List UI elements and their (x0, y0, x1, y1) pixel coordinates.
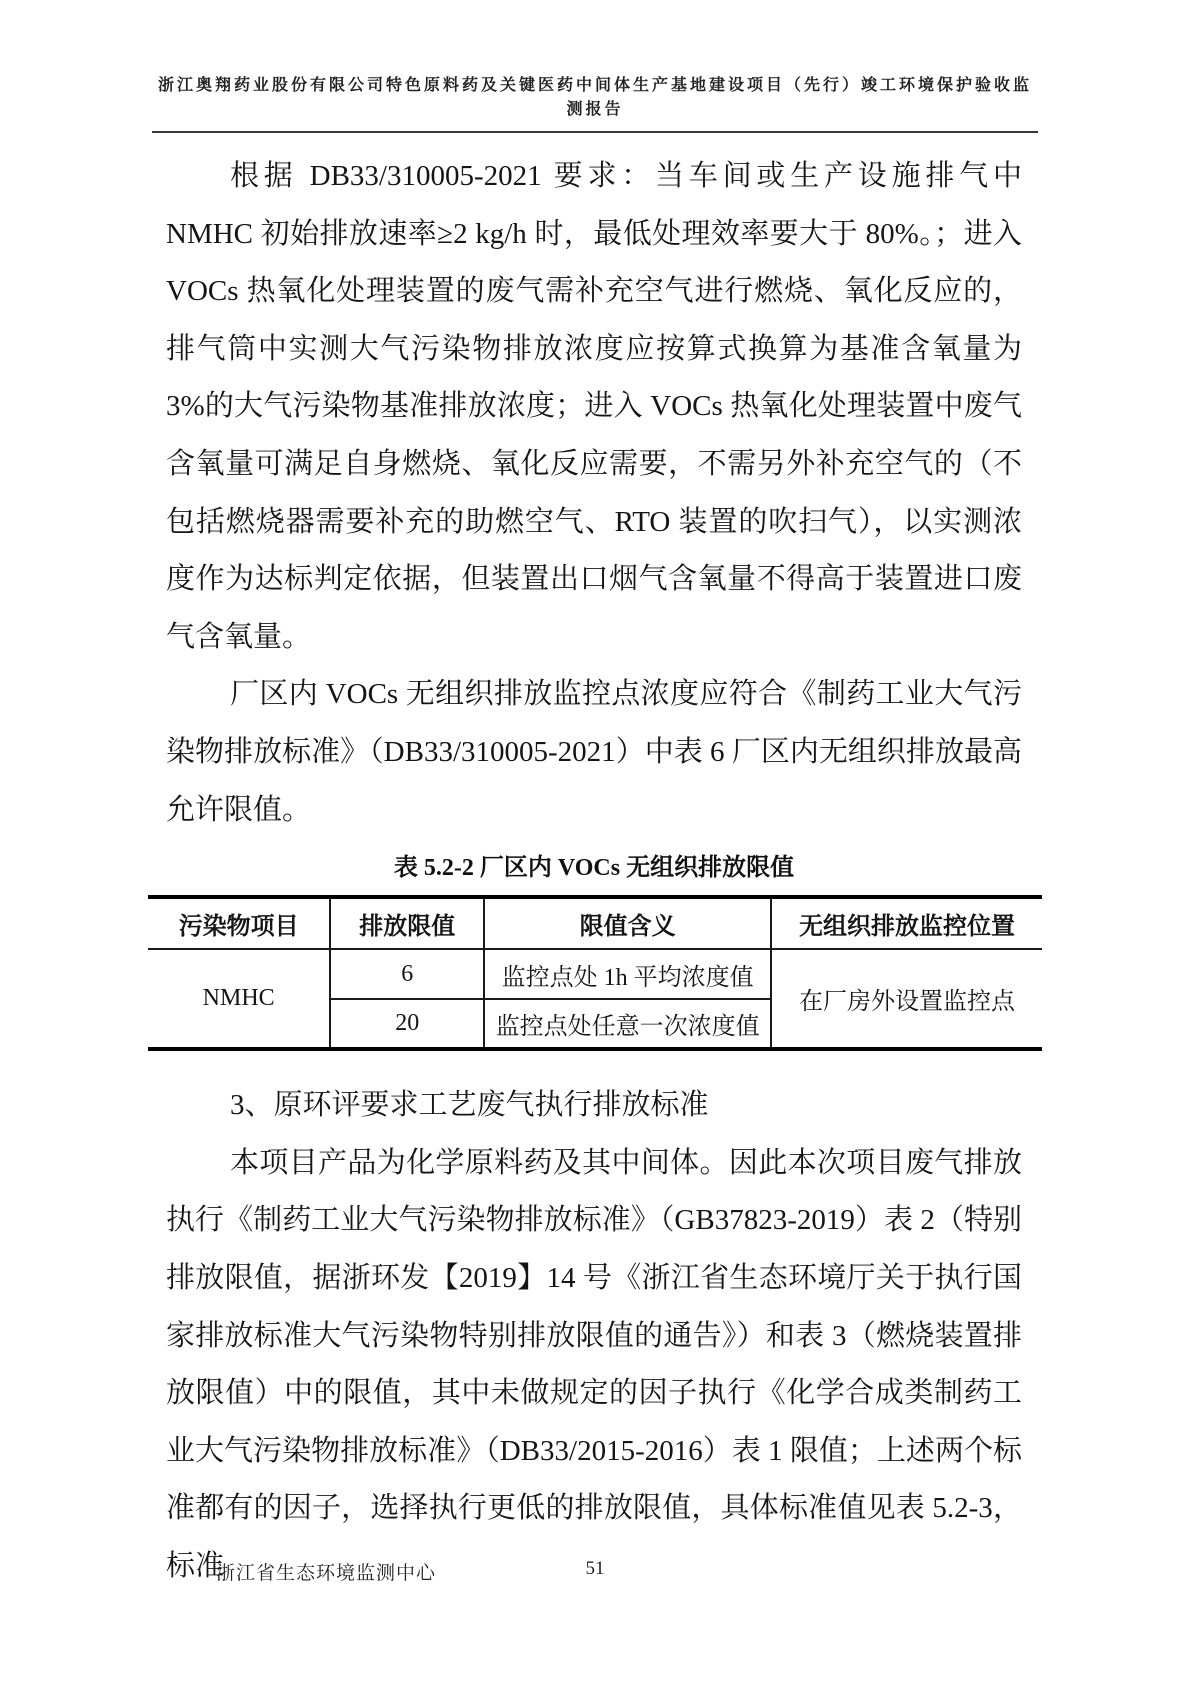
cell-meaning-once: 监控点处任意一次浓度值 (484, 999, 771, 1049)
table-header-row (148, 897, 1042, 949)
paragraph-fugitive-vocs: 厂区内 VOCs 无组织排放监控点浓度应符合《制药工业大气污染物排放标准》（DB33/310005-2021）中表 6 厂区内无组织排放最高允许限值。 (166, 678, 1022, 826)
footer-organization: 浙江省生态环境监测中心 (216, 1563, 437, 1584)
table-row (148, 949, 1042, 999)
report-header-title: 浙江奥翔药业股份有限公司特色原料药及关键医药中间体生产基地建设项目（先行）竣工环境保护验收监测报告 (152, 74, 1038, 133)
section-3-heading: 3、原环评要求工艺废气执行排放标准 (230, 1089, 709, 1122)
cell-meaning-1h: 监控点处 1h 平均浓度值 (484, 949, 771, 999)
cell-pollutant: NMHC (148, 949, 330, 1049)
cell-limit-1h: 6 (330, 949, 484, 999)
footer-page-number: 51 (585, 1558, 605, 1579)
page-footer (0, 1558, 1190, 1588)
header-pollutant: 污染物项目 (148, 897, 330, 949)
table-caption: 表 5.2-2 厂区内 VOCs 无组织排放限值 (393, 855, 795, 882)
paragraph-emission-standards: 本项目产品为化学原料药及其中间体。因此本次项目废气排放执行《制药工业大气污染物排放标准》（GB37823-2019）表 2（特别排放限值，据浙环发【2019】14 号《浙江省生态环境厅关于执行国家排放标准大气污染物特别排放限值的通告》）和表 3（燃烧装置排放限值）中的限值，其中未做规定的因子执行《化学合成类制药工业大气污染物排放标准》（DB33/2015-2016）表 1 限值；上述两个标准都有的因子，选择执行更低的排放限值，具体标准值见表 5.2-3，标准 (166, 1146, 1022, 1582)
header-meaning: 限值含义 (484, 897, 771, 949)
vocs-limits-table (148, 895, 1042, 1051)
header-location: 无组织排放监控位置 (771, 897, 1042, 949)
cell-limit-once: 20 (330, 999, 484, 1049)
header-limit: 排放限值 (330, 897, 484, 949)
cell-location: 在厂房外设置监控点 (799, 989, 1016, 1016)
page-content (166, 148, 1022, 1595)
paragraph-nmhc-requirements: 根据 DB33/310005-2021 要求：当车间或生产设施排气中 NMHC 初始排放速率≥2 kg/h 时，最低处理效率要大于 80%。；进入 VOCs 热氧化处理装置的废气需补充空气进行燃烧、氧化反应的，排气筒中实测大气污染物排放浓度应按算式换算为基准含氧量为 3%的大气污染物基准排放浓度；进入 VOCs 热氧化处理装置中废气含氧量可满足自身燃烧、氧化反应需要，不需另外补充空气的（不包括燃烧器需要补充的助燃空气、RTO 装置的吹扫气），以实测浓度作为达标判定依据，但装置出口烟气含氧量不得高于装置进口废气含氧量。 (166, 160, 1022, 653)
